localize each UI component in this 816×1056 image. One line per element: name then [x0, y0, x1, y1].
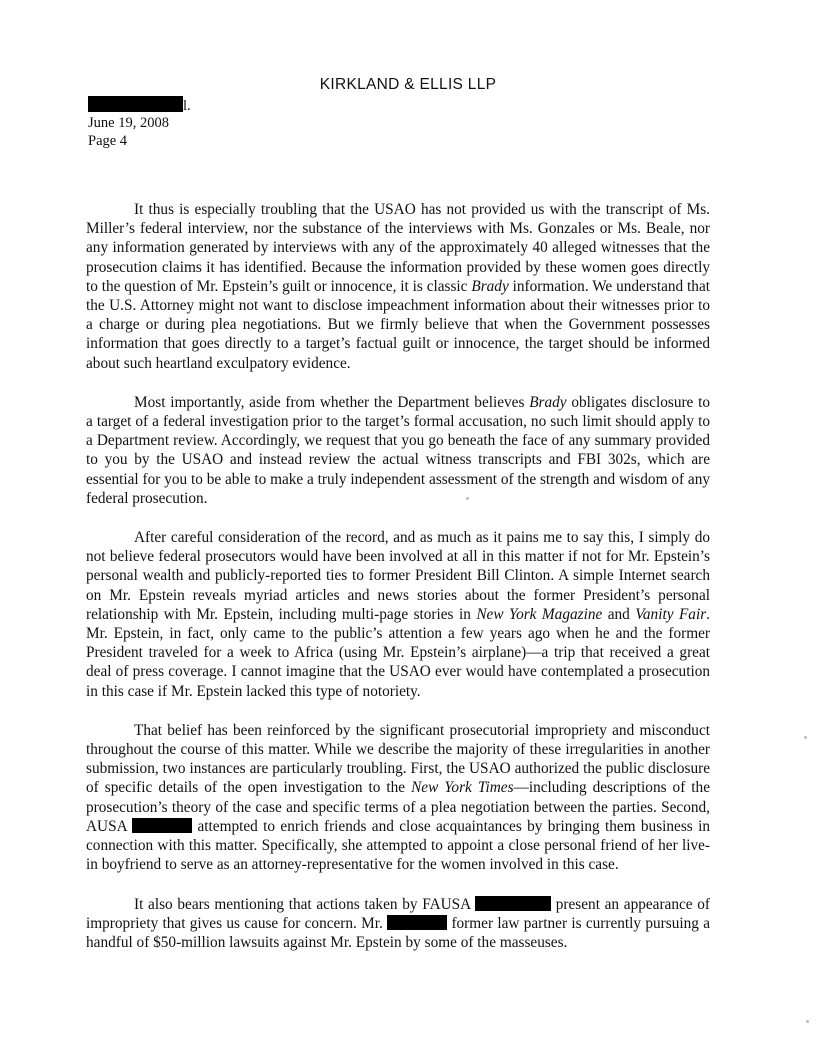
- case-citation: Brady: [529, 393, 567, 411]
- scan-speck: [806, 1020, 809, 1023]
- paragraph-text: and: [602, 605, 636, 623]
- paragraph-text: present an appearance of impropriety that gives us cause for concern. Mr.: [86, 895, 710, 932]
- paragraph-4: [86, 721, 710, 875]
- paragraph-5: [86, 895, 710, 953]
- redaction-box: [475, 896, 551, 911]
- redaction-box: [132, 818, 192, 833]
- paragraph-text: After careful consideration of the record, and as much as it pains me to say this, I simply do not believe federal prosecutors would have been involved at all in this matter if not for Mr. Epstein’s personal wealth and publicly-reported ties to former President Bill Clinton. A simple Internet search on Mr. Epstein reveals myriad articles and news stories about the former President’s personal relationship with Mr. Epstein, including multi-page stories in: [86, 529, 710, 623]
- publication-title: Vanity Fair: [635, 605, 707, 623]
- letter-date: June 19, 2008: [88, 115, 169, 131]
- paragraph-text: That belief has been reinforced by the significant prosecutorial impropriety and misconduct throughout the course of this matter. While we describe the majority of these irregularities in another submission, two instances are particularly troubling. First, the USAO authorized the public disclosure of specific details of the open investigation to the: [86, 721, 710, 797]
- paragraph-text: obligates disclosure to a target of a federal investigation prior to the target’s formal accusation, no such limit should apply to a Department review. Accordingly, we request that you go beneath the face of any summary provided to you by the USAO and instead review the actual witness transcripts and FBI 302s, which are essential for you to be able to make a truly independent assessment of the strength and wisdom of any federal prosecution.: [86, 393, 711, 507]
- letterhead-firm-name: KIRKLAND & ELLIS LLP: [319, 76, 497, 93]
- redaction-box: [88, 96, 183, 112]
- page-number: Page 4: [88, 133, 128, 149]
- case-citation: Brady: [471, 277, 509, 295]
- paragraph-text: information. We understand that the U.S. Attorney might not want to disclose impeachment information about their witnesses prior to a charge or during plea negotiations. But we firmly believe that when the Government possesses information that goes directly to a target’s factual guilt or innocence, the target should be informed about such heartland exculpatory evidence.: [86, 277, 710, 372]
- paragraph-2: [86, 393, 710, 508]
- recipient-suffix: l.: [183, 98, 191, 114]
- paragraph-text: It thus is especially troubling that the USAO has not provided us with the transcript of Ms. Miller’s federal interview, nor the substance of the interviews with Ms. Gonzales or Ms. Beale, nor any information generated by interviews with any of the approximately 40 alleged witnesses that the prosecution claims it has identified. Because the information provided by these women goes directly to the question of Mr. Epstein’s guilt or innocence, it is classic: [86, 201, 710, 295]
- letter-body: [86, 200, 710, 972]
- paragraph-text: . Mr. Epstein, in fact, only came to the public’s attention a few years ago when he and the former President traveled for a week to Africa (using Mr. Epstein’s airplane)—a trip that received a great deal of press coverage. I cannot imagine that the USAO ever would have contemplated a prosecution in this case if Mr. Epstein lacked this type of notoriety.: [86, 605, 710, 700]
- paragraph-3: [86, 528, 710, 701]
- letter-header: [88, 96, 191, 150]
- paragraph-text: former law partner is currently pursuing a handful of $50-million lawsuits against Mr. Epstein by some of the masseuses.: [86, 914, 710, 951]
- recipient-line: [88, 96, 191, 114]
- publication-title: New York Times: [411, 779, 514, 797]
- paragraph-1: [86, 200, 710, 373]
- paragraph-text: attempted to enrich friends and close acquaintances by bringing them business in connection with this matter. Specifically, she attempted to appoint a close personal friend of her live-in boyfriend to serve as an attorney-representative for the women involved in this case.: [86, 817, 710, 874]
- redaction-box: [387, 915, 447, 930]
- scan-speck: [466, 497, 469, 500]
- paragraph-text: It also bears mentioning that actions taken by FAUSA: [134, 895, 476, 913]
- paragraph-text: —including descriptions of the prosecution’s theory of the case and specific terms of a plea negotiation between the parties. Second, AUSA: [86, 779, 710, 835]
- paragraph-text: Most importantly, aside from whether the Department believes: [134, 393, 530, 411]
- scan-speck: [804, 736, 807, 739]
- publication-title: New York Magazine: [476, 605, 603, 623]
